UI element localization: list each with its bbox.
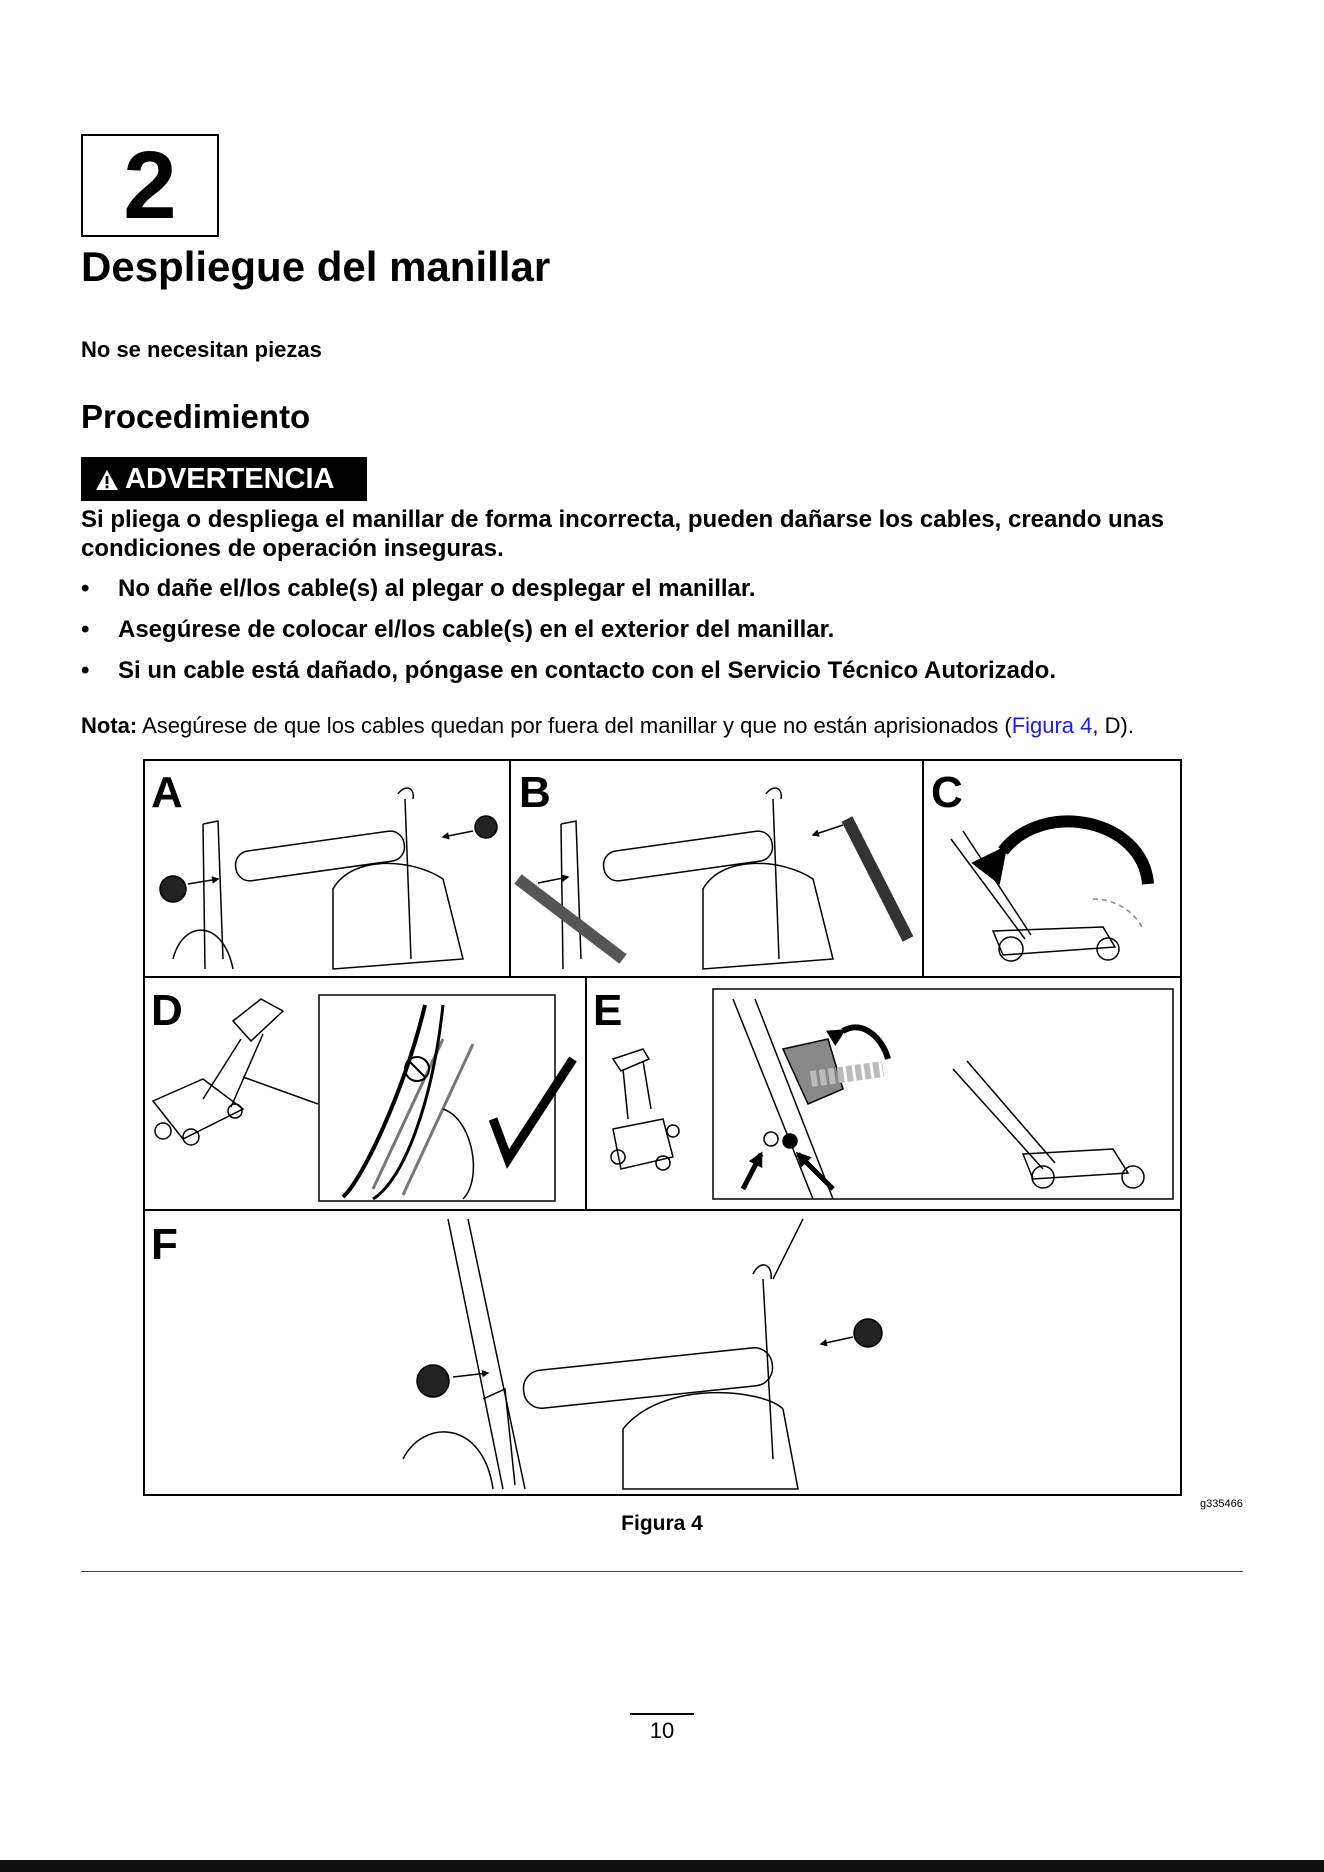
bullet-dot: •: [81, 657, 90, 684]
panel-b: [518, 768, 908, 969]
note-text: Asegúrese de que los cables quedan por fuera del manillar y que no están aprisionados (: [137, 713, 1012, 738]
panel-d-letter: D: [151, 986, 183, 1035]
panel-a: [151, 768, 497, 969]
note-label: Nota:: [81, 713, 138, 738]
warning-badge: [81, 457, 367, 501]
panel-b-letter: B: [519, 768, 551, 817]
panel-e: [593, 986, 1173, 1199]
page-number-rule: [630, 1713, 694, 1715]
panel-f: [151, 1219, 882, 1489]
section-title: Despliegue del manillar: [81, 243, 551, 290]
panel-d: [151, 986, 573, 1201]
step-number-box: 2: [81, 134, 219, 237]
page-number: 10: [649, 1718, 675, 1743]
warning-label: ADVERTENCIA: [125, 463, 335, 495]
panel-a-letter: A: [151, 768, 183, 817]
procedure-heading: Procedimiento: [81, 398, 311, 435]
section-divider: [81, 1571, 1243, 1572]
panel-f-letter: F: [151, 1220, 178, 1269]
bullet-dot: •: [81, 616, 90, 643]
warning-text: Si pliega o despliega el manillar de forma incorrecta, pueden dañarse los cables, creando unas condiciones de operación inseguras.: [81, 506, 1165, 562]
figure-caption: Figura 4: [621, 1512, 703, 1535]
panel-c: [931, 768, 1148, 961]
bullet-text: No dañe el/los cable(s) al plegar o desplegar el manillar.: [118, 575, 756, 602]
note-paragraph: [81, 713, 1134, 739]
parts-note: No se necesitan piezas: [81, 337, 322, 362]
figure-code: g335466: [1200, 1498, 1243, 1510]
figure-link[interactable]: Figura 4: [1011, 713, 1093, 738]
bullet-text: Asegúrese de colocar el/los cable(s) en el exterior del manillar.: [118, 616, 835, 643]
note-text-end: , D).: [1092, 713, 1134, 738]
panel-e-letter: E: [593, 986, 623, 1035]
figure-illustration: [143, 759, 1183, 1497]
bullet-text: Si un cable está dañado, póngase en contacto con el Servicio Técnico Autorizado.: [118, 657, 1056, 684]
bullet-dot: •: [81, 575, 90, 602]
bottom-edge-bar: [0, 1860, 1324, 1872]
panel-c-letter: C: [931, 768, 963, 817]
warning-triangle-icon: [95, 469, 119, 491]
